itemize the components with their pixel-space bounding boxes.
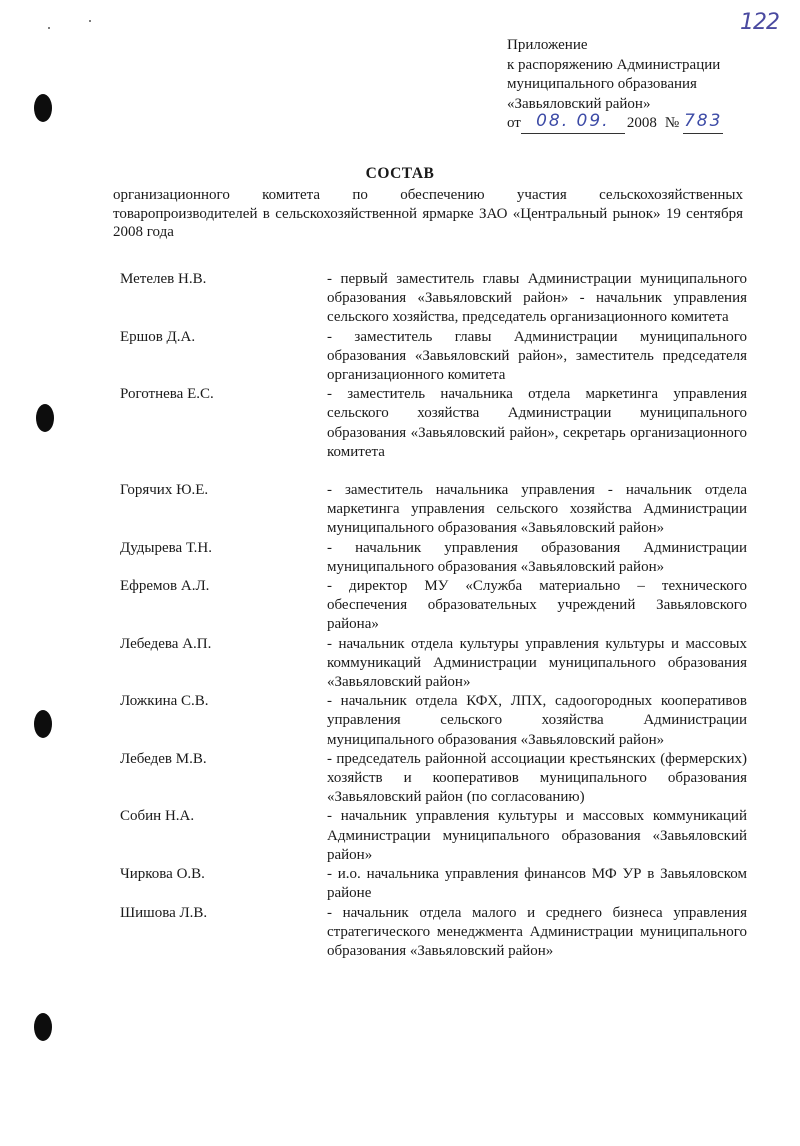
member-role: - заместитель начальника управления - начальник отдела маркетинга управления сельского хозяйства Администрации муниципального образования «Завьяловский район» (327, 482, 747, 537)
member-name: Ершов Д.А. (120, 328, 196, 345)
member-role: - начальник управления культуры и массовых коммуникаций Администрации муниципального образования «Завьяловский район» (327, 808, 747, 863)
handwritten-date: 08. 09. (521, 116, 625, 134)
roster-row (120, 270, 747, 328)
number-sign: № (664, 115, 680, 131)
roster-row (120, 865, 747, 903)
member-role: - начальник управления образования Администрации муниципального образования «Завьяловский район» (327, 539, 747, 575)
appendix-line: «Завьяловский район» (507, 95, 651, 112)
appendix-line: муниципального образования (507, 76, 697, 92)
date-prefix: от (507, 115, 521, 131)
roster-row (120, 904, 747, 962)
punch-hole (34, 1013, 52, 1041)
punch-hole (36, 404, 54, 432)
member-role: - заместитель главы Администрации муниципального образования «Завьяловский район», заместитель председателя организационного комитета (327, 328, 747, 384)
member-role: - первый заместитель главы Администрации муниципального образования «Завьяловский район» - начальник управления сельского хозяйства, председатель организационного комитета (327, 271, 747, 326)
appendix-line: к распоряжению Администрации (507, 56, 721, 73)
member-role: - начальник отдела КФХ, ЛПХ, садоогородных кооперативов управления сельского хозяйства Администрации муниципального образования «Завьяловский район» (327, 693, 747, 748)
scan-speck (89, 20, 91, 22)
roster-row (120, 481, 747, 539)
member-name: Метелев Н.В. (120, 271, 207, 287)
document-subtitle: организационного комитета по обеспечению участия сельскохозяйственных товаропроизводителей в сельскохозяйственной ярмарке ЗАО «Центральный рынок» 19 сентября 2008 года (113, 187, 743, 240)
handwritten-page-number: 122 (740, 10, 779, 35)
member-role: - и.о. начальника управления финансов МФ УР в Завьяловском районе (327, 866, 747, 902)
roster-row (120, 577, 747, 635)
member-name: Ложкина С.В. (120, 693, 209, 710)
roster-row (120, 539, 747, 577)
appendix-header (507, 36, 723, 134)
member-role: - председатель районной ассоциации крестьянских (фермерских) хозяйств и кооперативов муниципального образования «Завьяловский район (по согласованию) (327, 750, 747, 806)
member-name: Чиркова О.В. (120, 866, 205, 883)
member-name: Собин Н.А. (120, 808, 195, 825)
roster-row (120, 385, 747, 462)
appendix-date-line (507, 110, 723, 134)
member-name: Горячих Ю.Е. (120, 482, 209, 499)
member-name: Шишова Л.В. (120, 904, 208, 921)
member-name: Ефремов А.Л. (120, 578, 210, 595)
member-name: Роготнева Е.С. (120, 386, 214, 403)
handwritten-order-number: 783 (683, 116, 723, 134)
member-role: - начальник отдела малого и среднего бизнеса управления стратегического менеджмента Администрации муниципального образования «Завьяловский район» (327, 904, 747, 959)
member-role: - заместитель начальника отдела маркетинга управления сельского хозяйства Администрации муниципального образования «Завьяловский район», секретарь организационного комитета (327, 386, 747, 460)
roster-row (120, 692, 747, 750)
member-name: Лебедев М.В. (120, 750, 207, 767)
member-role: - начальник отдела культуры управления культуры и массовых коммуникаций Администрации муниципального образования «Завьяловский район» (327, 635, 747, 691)
committee-roster (120, 270, 747, 961)
punch-hole (34, 710, 52, 738)
document-title: СОСТАВ (365, 165, 435, 182)
roster-row (120, 807, 747, 865)
roster-row (120, 328, 747, 386)
roster-row (120, 635, 747, 693)
roster-row (120, 750, 747, 808)
punch-hole (34, 94, 52, 122)
appendix-line: Приложение (507, 37, 588, 53)
member-name: Лебедева А.П. (120, 635, 212, 652)
date-year: 2008 (626, 115, 657, 131)
member-name: Дудырева Т.Н. (120, 539, 212, 556)
scan-speck (48, 27, 50, 29)
member-role: - директор МУ «Служба материально – технического обеспечения образовательных учреждений Завьяловского района» (327, 578, 747, 633)
